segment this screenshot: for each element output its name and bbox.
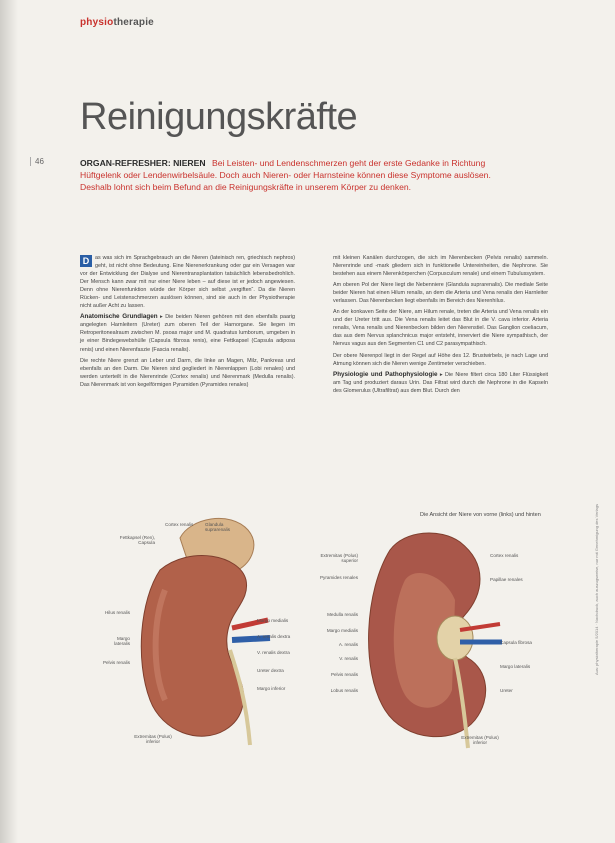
label-extremitas-superior: Extremitas (Polus) superior <box>320 553 358 564</box>
label-extremitas-inferior-section: Extremitas (Polus) inferior <box>461 735 499 746</box>
drop-cap: D <box>80 255 92 267</box>
article-title: Reinigungskräfte <box>80 96 358 138</box>
text-column-left: D as was sich im Sprachgebrauch an die Nieren (lateinisch ren, griechisch nephros) geht, ist nicht ohne Bedeutung. Eine Nierenerkrankung oder gar ein Versagen war vor der Entwicklung der Dialyse und Nierentransplantation tatsächlich lebensbedrohlich. Der Mensch kann zwar mit nur einer Niere leben – auf diese ist er jedoch angewiesen. Denn ohne Nierenfunktion würde der Körper sich selbst „vergiften“. Da die Nieren Rücken- und Leistenschmerzen auslösen können, sind sie auch in der Physiotherapie nicht außer Acht zu lassen. Anatomische Grundlagen ▸ Die beiden Nieren gehören mit den ebenfalls paarig angelegten Harnleitern (Ureter) zum oberen Teil der Harnorgane. Sie liegen im Retroperitonealraum zwischen M. psoas major und M. quadratus lumborum, umgeben in je einer Bindegewebshülle (Capsula fibrosa renis), eine Fettkapsel (Capsula adiposa renis) und einen Nierenfaszie (Fascia renalis). Die rechte Niere grenzt an Leber und Darm, die linke an Magen, Milz, Pankreas und ebenfalls an den Darm. Die Nieren sind gegliedert in Nierenlappen (Lobi renales) und werden unterteilt in die Nierenrinde (Cortex renalis) und Nierenmark (Medulla renalis). Das Nierenmark ist von kegelförmigen Pyramiden (Pyramides renales) <box>80 255 296 388</box>
page-gutter-shadow <box>0 0 18 843</box>
label-a-renalis: A. renalis <box>338 642 358 647</box>
lead-kicker: ORGAN-REFRESHER: NIEREN <box>80 158 206 168</box>
label-margo-lateralis: Margo lateralis <box>114 636 130 647</box>
label-margo-lateralis-2: Margo lateralis <box>500 664 531 669</box>
article-lead <box>80 157 520 193</box>
page-number: 46 <box>30 157 44 166</box>
brand-part-physio: physio <box>80 17 114 28</box>
section-heading-anatomy: Anatomische Grundlagen <box>80 313 158 321</box>
label-fettkapsel: Fettkapsel (Ren), Capsula <box>119 535 155 546</box>
label-medulla: Medulla renalis <box>327 612 358 617</box>
copyright-sidebar: Aus: physiotherapie 5/2014 · Nachdruck, auch auszugsweise, nur mit Genehmigung des Verlags <box>594 504 599 675</box>
label-hilus: Hilus renalis <box>104 610 130 615</box>
paragraph-adrenal: Am oberen Pol der Niere liegt die Nebenniere (Glandula suprarenalis). Die mediale Seite beider Nieren hat einen Hilum renalis, an dem die Arteria und Vena renalis den Harnleiter verlassen. Das Nierenbecken liegt ebenfalls im Bereich des Nierenhilus. <box>333 282 548 305</box>
kidney-illustration-section <box>360 520 510 750</box>
label-cortex-front: Cortex renalis <box>165 522 194 527</box>
paragraph-anatomy-2: Die rechte Niere grenzt an Leber und Darm, die linke an Magen, Milz, Pankreas und ebenfalls an den Darm. Die Nieren sind gegliedert in Nierenlappen (Lobi renales) und werden unterteilt in die Nierenrinde (Cortex renalis) und Nierenmark (Medulla renalis). Das Nierenmark ist von kegelförmigen Pyramiden (Pyramides renales) <box>80 357 295 388</box>
text-column-right: mit kleinen Kanälen durchzogen, die sich im Nierenbecken (Pelvis renalis) sammeln. Nierenrinde und -mark gliedern sich in funktionelle Untereinheiten, die Nephrone. Sie bestehen aus einem Nierenkörperchen (Corpusculum renale) und einem Tubulussystem. Am oberen Pol der Niere liegt die Nebenniere (Glandula suprarenalis). Die mediale Seite beider Nieren hat einen Hilum renalis, an dem die Arteria und Vena renalis den Harnleiter verlassen. Das Nierenbecken liegt ebenfalls im Bereich des Nierenhilus. An der konkaven Seite der Niere, am Hilum renale, treten die Arteria und Vena renalis ein und der Ureter tritt aus. Die Vena renalis leitet das Blut in die V. cava inferior. Arteria renalis, Vena renalis und Nierenbecken bilden den Nierenstiel. Das Ganglion coeliacum, das aus dem Nervus splanchnicus major entsteht, innerviert die Niere sympathisch, der Nervus vagus aus den Segmenten C1 und C2 parasympathisch. Der obere Nierenpol liegt in der Regel auf Höhe des 12. Brustwirbels, je nach Lage und Atmung können sich die Nieren wenige Zentimeter verschieben. Physiologie und Pathophysiologie ▸ Die Niere filtert circa 180 Liter Flüssigkeit am Tag und produziert daraus Urin. Das Filtrat wird durch die Nephrone in die Kapseln des Glomerulus (Ultrafiltrat) aus dem Blut. Durch den <box>333 255 549 394</box>
paragraph-position: Der obere Nierenpol liegt in der Regel auf Höhe des 12. Brustwirbels, je nach Lage und Atmung können sich die Nieren wenige Zentimeter verschieben. <box>333 352 548 367</box>
label-pelvis-section: Pelvis renalis <box>330 672 358 677</box>
label-lobus: Lobus renalis <box>330 688 358 693</box>
label-a-renalis-dextra: A. renalis dextra <box>257 634 291 639</box>
section-heading-physiology: Physiologie und Pathophysiologie <box>333 370 438 378</box>
brand-part-therapie: therapie <box>113 17 154 28</box>
label-pelvis-front: Pelvis renalis <box>102 660 130 665</box>
lead-text: Bei Leisten- und Lendenschmerzen geht der erste Gedanke in Richtung Hüftgelenk oder Lendenwirbelsäule. Doch auch Nieren- oder Harnsteine können diese Symptome auslösen. Deshalb lohnt sich beim Befund an die Reinigungskräfte in unserem Körper zu denken. <box>80 158 491 192</box>
label-cortex-section: Cortex renalis <box>490 553 519 558</box>
label-v-renalis-dextra: V. renalis dextra <box>257 650 290 655</box>
label-ureter-dextra: Ureter dextra <box>257 668 284 673</box>
paragraph-nephrons: mit kleinen Kanälen durchzogen, die sich im Nierenbecken (Pelvis renalis) sammeln. Nierenrinde und -mark gliedern sich in funktionelle Untereinheiten, die Nephrone. Sie bestehen aus einem Nierenkörperchen (Corpusculum renale) und einem Tubulussystem. <box>333 255 548 278</box>
label-margo-inferior: Margo inferior <box>257 686 286 691</box>
paragraph-intro: D as was sich im Sprachgebrauch an die Nieren (lateinisch ren, griechisch nephros) geht, ist nicht ohne Bedeutung. Eine Nierenerkrankung oder gar ein Versagen war vor der Entwicklung der Dialyse und Nierentransplantation tatsächlich lebensbedrohlich. Der Mensch kann zwar mit nur einer Niere leben – auf diese ist er jedoch angewiesen. Denn ohne Nierenfunktion würde der Körper sich selbst „vergiften“. Da die Nieren Rücken- und Leistenschmerzen auslösen können, sind sie auch in der Physiotherapie nicht außer Acht zu lassen. <box>80 255 295 310</box>
renal-pelvis-section <box>437 616 473 660</box>
label-margo-medialis-2: Margo medialis <box>326 628 358 633</box>
label-pyramides: Pyramides renales <box>319 575 358 580</box>
magazine-brand <box>80 17 154 28</box>
paragraph-hilum: An der konkaven Seite der Niere, am Hilum renale, treten die Arteria und Vena renalis ein und der Ureter tritt aus. Die Vena renalis leitet das Blut in die V. cava inferior. Arteria renalis, Vena renalis und Nierenbecken bilden den Nierenstiel. Das Ganglion coeliacum, das aus dem Nervus splanchnicus major entsteht, innerviert die Niere sympathisch, der Nervus vagus aus den Segmenten C1 und C2 parasympathisch. <box>333 309 548 348</box>
label-papillae: Papillae renales <box>490 577 523 582</box>
label-capsula-fibrosa: Capsula fibrosa <box>500 640 532 645</box>
label-margo-medialis: Margo medialis <box>257 618 289 623</box>
label-glandula: Glandula suprarenalis <box>205 522 231 533</box>
figure-caption: Die Ansicht der Niere von vorne (links) und hinten <box>420 512 541 518</box>
label-extremitas-inferior-front: Extremitas (Polus) inferior <box>134 734 172 745</box>
label-ureter: Ureter <box>500 688 513 693</box>
label-v-renalis: V. renalis <box>339 656 358 661</box>
